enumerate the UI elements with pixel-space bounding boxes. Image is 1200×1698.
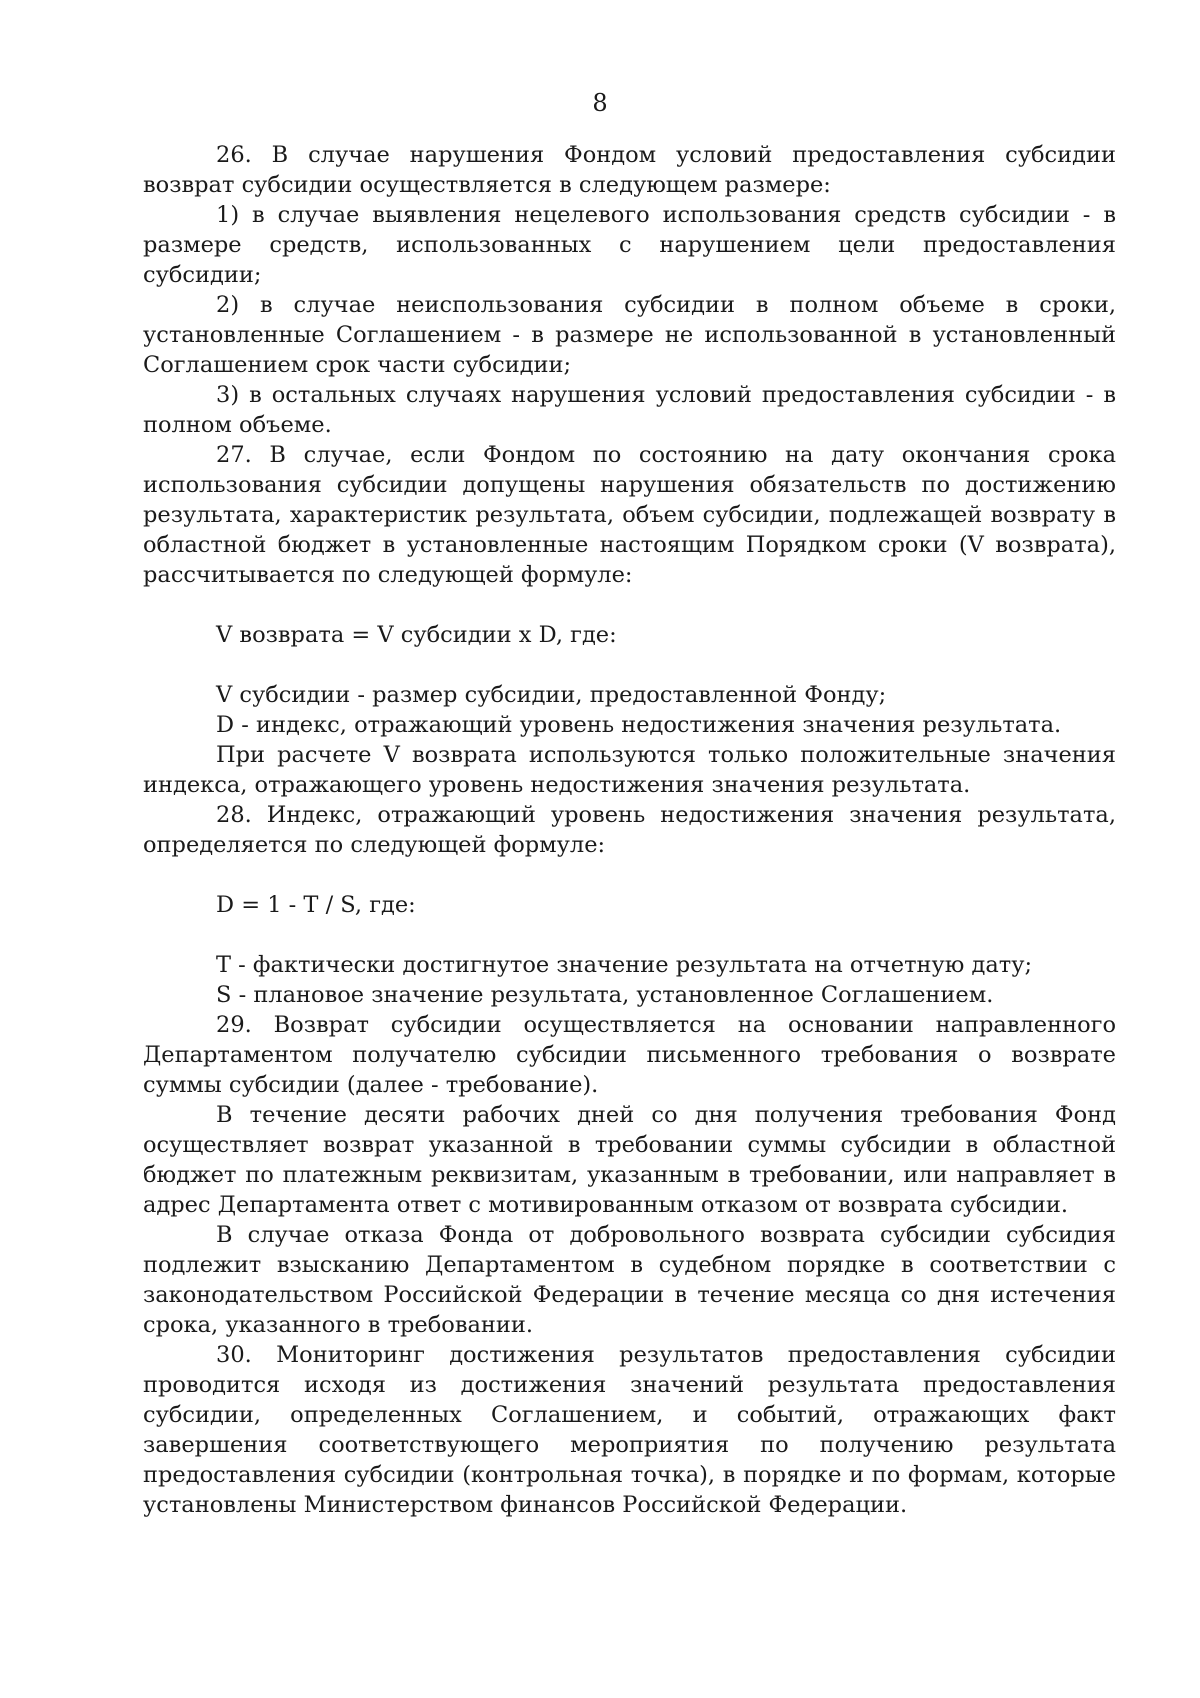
spacer (143, 650, 1116, 680)
definition-d-index: D - индекс, отражающий уровень недостижения значения результата. (216, 712, 1062, 738)
definition-s: S - плановое значение результата, установленное Соглашением. (216, 982, 994, 1008)
paragraph-26-item-1: 1) в случае выявления нецелевого использования средств субсидии - в размере средств, использованных с нарушением цели предоставления субсидии; (143, 202, 1116, 288)
formula-v-return: V возврата = V субсидии x D, где: (216, 622, 617, 648)
paragraph-26-item-3: 3) в остальных случаях нарушения условий предоставления субсидии - в полном объеме. (143, 382, 1116, 438)
page-number: 8 (592, 89, 608, 117)
paragraph-27-note: При расчете V возврата используются только положительные значения индекса, отражающего уровень недостижения значения результата. (143, 742, 1116, 798)
paragraph-29-deadline: В течение десяти рабочих дней со дня получения требования Фонд осуществляет возврат указанной в требовании суммы субсидии в областной бюджет по платежным реквизитам, указанным в требовании, или направляет в адрес Департамента ответ с мотивированным отказом от возврата субсидии. (143, 1102, 1116, 1218)
spacer (143, 920, 1116, 950)
paragraph-26: 26. В случае нарушения Фондом условий предоставления субсидии возврат субсидии осуществляется в следующем размере: (143, 142, 1116, 198)
document-body (143, 140, 1116, 1520)
paragraph-29: 29. Возврат субсидии осуществляется на основании направленного Департаментом получателю субсидии письменного требования о возврате суммы субсидии (далее - требование). (143, 1012, 1116, 1098)
paragraph-26-item-2: 2) в случае неиспользования субсидии в полном объеме в сроки, установленные Соглашением - в размере не использованной в установленный Соглашением срок части субсидии; (143, 292, 1116, 378)
definition-v-subsidy: V субсидии - размер субсидии, предоставленной Фонду; (216, 682, 887, 708)
formula-d-index: D = 1 - T / S, где: (216, 892, 416, 918)
paragraph-30: 30. Мониторинг достижения результатов предоставления субсидии проводится исходя из достижения значений результата предоставления субсидии, определенных Соглашением, и событий, отражающих факт завершения соответствующего мероприятия по получению результата предоставления субсидии (контрольная точка), в порядке и по формам, которые установлены Министерством финансов Российской Федерации. (143, 1342, 1116, 1518)
spacer (143, 860, 1116, 890)
paragraph-27: 27. В случае, если Фондом по состоянию на дату окончания срока использования субсидии допущены нарушения обязательств по достижению результата, характеристик результата, объем субсидии, подлежащей возврату в областной бюджет в установленные настоящим Порядком сроки (V возврата), рассчитывается по следующей формуле: (143, 442, 1116, 588)
paragraph-28: 28. Индекс, отражающий уровень недостижения значения результата, определяется по следующей формуле: (143, 802, 1116, 858)
spacer (143, 590, 1116, 620)
paragraph-29-refusal: В случае отказа Фонда от добровольного возврата субсидии субсидия подлежит взысканию Департаментом в судебном порядке в соответствии с законодательством Российской Федерации в течение месяца со дня истечения срока, указанного в требовании. (143, 1222, 1116, 1338)
definition-t: T - фактически достигнутое значение результата на отчетную дату; (216, 952, 1033, 978)
